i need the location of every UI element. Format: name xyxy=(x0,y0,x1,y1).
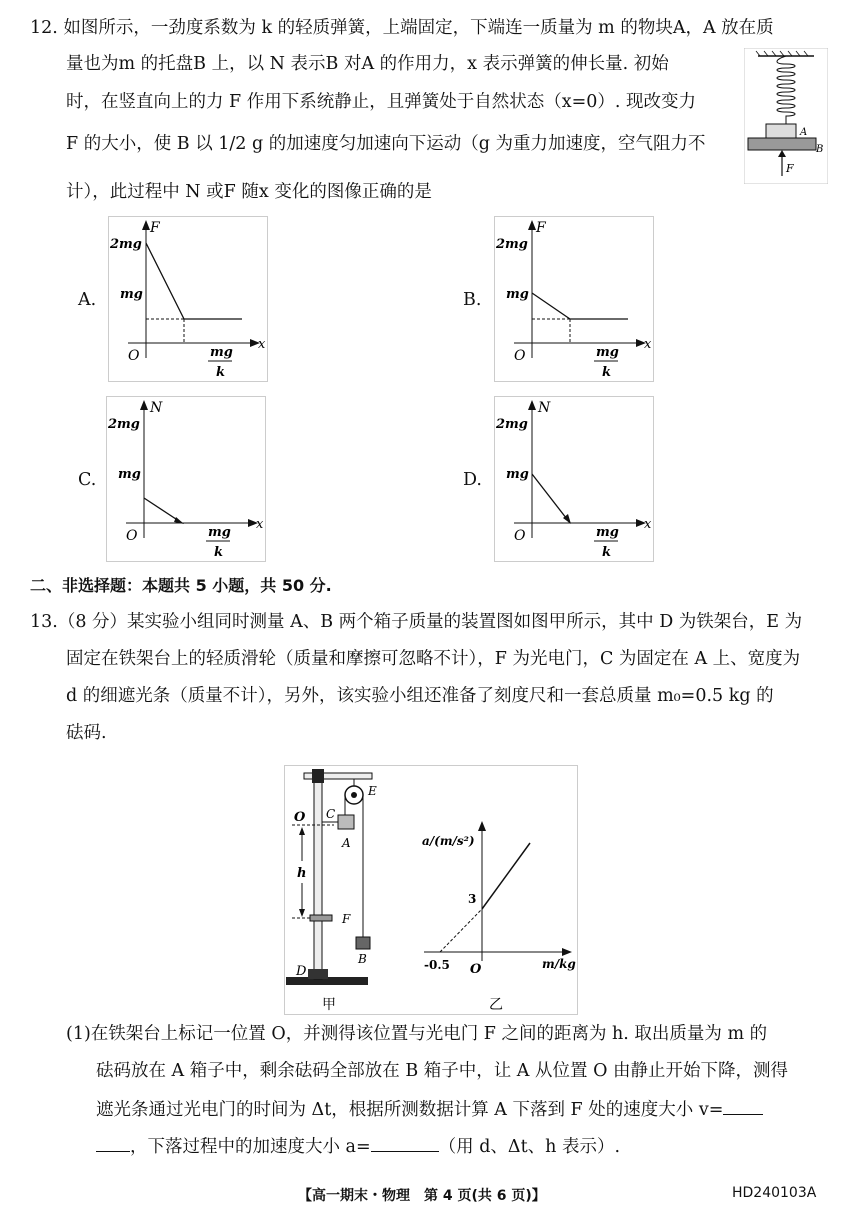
svg-text:mg: mg xyxy=(120,287,143,302)
svg-text:mg: mg xyxy=(506,467,529,482)
option-b-graph[interactable] xyxy=(494,216,654,382)
svg-text:x: x xyxy=(258,337,266,352)
q13-line-4: 砝码. xyxy=(66,723,107,743)
q12-line-2: 量也为m 的托盘B 上，以 N 表示B 对A 的作用力，x 表示弹簧的伸长量. 初始 xyxy=(66,54,669,74)
svg-text:B: B xyxy=(358,952,367,966)
svg-text:m/kg: m/kg xyxy=(542,957,576,971)
svg-text:k: k xyxy=(216,365,226,380)
box-b xyxy=(356,937,370,949)
svg-text:x: x xyxy=(256,517,264,532)
option-d-label[interactable]: D. xyxy=(463,470,482,490)
q12-line-1: 12. 如图所示，一劲度系数为 k 的轻质弹簧，上端固定，下端连一质量为 m 的物块A，A 放在质 xyxy=(30,18,774,38)
svg-text:F: F xyxy=(150,220,160,236)
svg-text:O: O xyxy=(126,528,138,544)
svg-text:2mg: 2mg xyxy=(496,417,528,432)
svg-text:mg: mg xyxy=(506,287,529,302)
svg-text:mg: mg xyxy=(208,525,231,540)
svg-text:O: O xyxy=(470,962,482,977)
q13-part1-line-2: 砝码放在 A 箱子中，剩余砝码全部放在 B 箱子中，让 A 从位置 O 由静止开始下降，测得 xyxy=(96,1061,788,1081)
svg-text:N: N xyxy=(538,400,551,416)
spring-apparatus-figure xyxy=(744,48,828,184)
svg-text:k: k xyxy=(214,545,224,560)
option-b-label[interactable]: B. xyxy=(463,290,482,310)
svg-text:k: k xyxy=(602,545,612,560)
q13-part1-line-1: (1)在铁架台上标记一位置 O，并测得该位置与光电门 F 之间的距离为 h. 取出质量为 m 的 xyxy=(66,1024,768,1044)
svg-text:2mg: 2mg xyxy=(110,237,142,252)
box-a xyxy=(338,815,354,829)
photogate-f xyxy=(310,915,332,921)
svg-text:F: F xyxy=(342,912,351,926)
svg-text:mg: mg xyxy=(596,345,619,360)
svg-text:2mg: 2mg xyxy=(496,237,528,252)
svg-text:O: O xyxy=(514,348,526,364)
svg-text:乙: 乙 xyxy=(489,997,503,1013)
q13-part1-line-3: 遮光条通过光电门的时间为 Δt，根据所测数据计算 A 下落到 F 处的速度大小 v= xyxy=(96,1096,763,1122)
q13-figure xyxy=(284,765,578,1015)
tray-b xyxy=(748,138,816,150)
q13-line-1: 13.（8 分）某实验小组同时测量 A、B 两个箱子质量的装置图如图甲所示，其中 D 为铁架台，E 为 xyxy=(30,612,803,632)
answer-blank-v-end[interactable] xyxy=(96,1133,130,1152)
svg-text:F: F xyxy=(536,220,546,236)
option-d-graph[interactable] xyxy=(494,396,654,562)
svg-text:C: C xyxy=(326,807,336,821)
svg-text:3: 3 xyxy=(468,892,477,906)
svg-text:-0.5: -0.5 xyxy=(424,958,450,972)
svg-text:mg: mg xyxy=(596,525,619,540)
svg-text:A: A xyxy=(342,836,351,850)
answer-blank-a[interactable] xyxy=(371,1133,439,1152)
q12-line-5: 计），此过程中 N 或F 随x 变化的图像正确的是 xyxy=(66,182,432,202)
svg-text:x: x xyxy=(644,337,652,352)
q13-line-2: 固定在铁架台上的轻质滑轮（质量和摩擦可忽略不计），F 为光电门，C 为固定在 A 上、宽度为 xyxy=(66,649,801,669)
svg-text:mg: mg xyxy=(210,345,233,360)
footer-title: 【高一期末・物理 第 4 页(共 6 页)】 xyxy=(298,1188,546,1204)
svg-text:O: O xyxy=(128,348,140,364)
svg-text:O: O xyxy=(514,528,526,544)
option-a-label[interactable]: A. xyxy=(78,290,97,310)
block-a xyxy=(766,124,796,138)
svg-text:E: E xyxy=(368,784,377,798)
svg-text:O: O xyxy=(294,810,306,825)
option-a-graph[interactable] xyxy=(108,216,268,382)
q12-line-3: 时，在竖直向上的力 F 作用下系统静止，且弹簧处于自然状态（x=0）. 现改变力 xyxy=(66,92,697,112)
svg-text:N: N xyxy=(150,400,163,416)
svg-text:k: k xyxy=(602,365,612,380)
svg-text:A: A xyxy=(800,127,808,138)
section-heading: 二、非选择题：本题共 5 小题，共 50 分. xyxy=(30,576,332,595)
svg-text:a/(m/s²): a/(m/s²) xyxy=(422,834,475,848)
svg-text:甲: 甲 xyxy=(322,997,336,1013)
svg-text:x: x xyxy=(644,517,652,532)
q13-part1-line-4: ，下落过程中的加速度大小 a= （用 d、Δt、h 表示）. xyxy=(96,1133,620,1159)
svg-text:B: B xyxy=(816,144,824,155)
q13-line-3: d 的细遮光条（质量不计），另外，该实验小组还准备了刻度尺和一套总质量 m₀=0.5 kg 的 xyxy=(66,686,774,706)
footer-code: HD240103A xyxy=(732,1185,817,1201)
answer-blank-v-start[interactable] xyxy=(723,1096,763,1115)
svg-text:mg: mg xyxy=(118,467,141,482)
option-c-label[interactable]: C. xyxy=(78,470,97,490)
svg-text:h: h xyxy=(297,866,307,881)
q12-line-4: F 的大小，使 B 以 1/2 g 的加速度匀加速向下运动（g 为重力加速度，空气阻力不 xyxy=(66,134,706,154)
svg-text:D: D xyxy=(296,964,307,979)
svg-text:F: F xyxy=(786,162,794,175)
option-c-graph[interactable] xyxy=(106,396,266,562)
svg-text:2mg: 2mg xyxy=(108,417,140,432)
